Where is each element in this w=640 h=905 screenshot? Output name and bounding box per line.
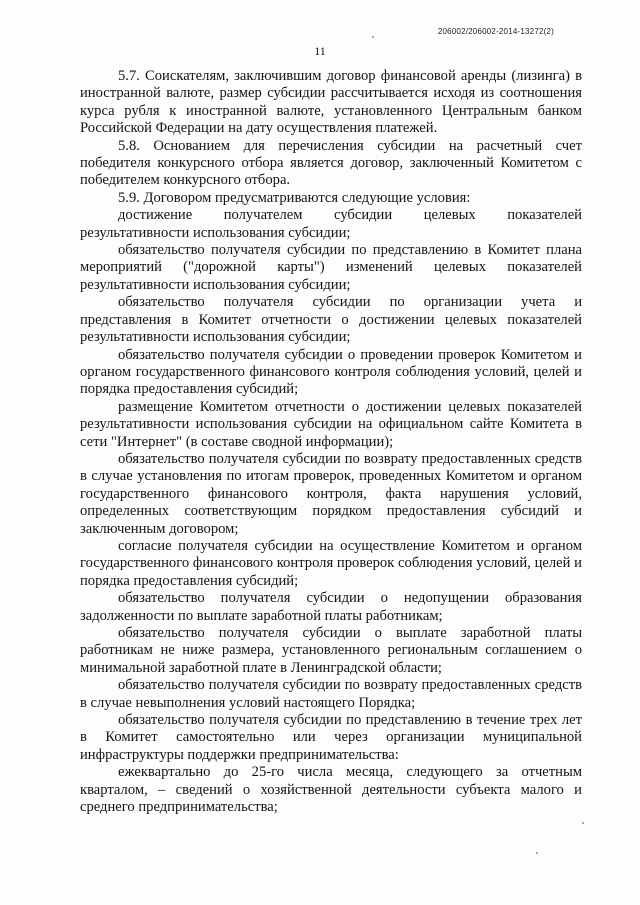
condition-item: согласие получателя субсидии на осуществление Комитетом и органом государственного финансового контроля проверок соблюдения условий, целей и порядка предоставления субсидий;	[80, 537, 582, 589]
document-id: 206002/206002-2014-13272(2)	[437, 27, 554, 36]
condition-item: обязательство получателя субсидии о проведении проверок Комитетом и органом государственного финансового контроля соблюдения условий, целей и порядка предоставления субсидий;	[80, 346, 582, 398]
page-number: 11	[314, 44, 326, 58]
paragraph-5-8: 5.8. Основанием для перечисления субсидии на расчетный счет победителя конкурсного отбора является договор, заключенный Комитетом с победителем конкурсного отбора.	[80, 137, 582, 189]
scan-speck	[536, 852, 538, 854]
document-body	[80, 68, 582, 816]
scan-speck	[582, 822, 584, 824]
condition-item: обязательство получателя субсидии о недопущении образования задолженности по выплате заработной платы работникам;	[80, 590, 582, 624]
condition-item: ежеквартально до 25-го числа месяца, следующего за отчетным кварталом, – сведений о хозяйственной деятельности субъекта малого и среднего предпринимательства;	[80, 764, 582, 816]
condition-item: размещение Комитетом отчетности о достижении целевых показателей результативности использования субсидии на официальном сайте Комитета в сети "Интернет" (в составе сводной информации);	[80, 398, 582, 450]
condition-item: обязательство получателя субсидии о выплате заработной платы работникам не ниже размера, установленного региональным соглашением о минимальной заработной плате в Ленинградской области;	[80, 625, 582, 676]
condition-item: обязательство получателя субсидии по возврату предоставленных средств в случае установления по итогам проверок, проведенных Комитетом и органом государственного финансового контроля, факта нарушения условий, определенных соответствующим порядком предоставления субсидий и заключенным договором;	[80, 450, 582, 537]
condition-item: обязательство получателя субсидии по возврату предоставленных средств в случае невыполнения условий настоящего Порядка;	[80, 677, 582, 711]
condition-item: обязательство получателя субсидии по организации учета и представления в Комитет отчетности о достижении целевых показателей результативности использования субсидии;	[80, 294, 582, 346]
paragraph-5-9: 5.9. Договором предусматриваются следующие условия:	[118, 189, 471, 206]
condition-item: обязательство получателя субсидии по представлению в Комитет плана мероприятий ("дорожной карты") изменений целевых показателей результативности использования субсидии;	[80, 242, 582, 293]
scan-speck	[372, 36, 374, 38]
condition-item: обязательство получателя субсидии по представлению в течение трех лет в Комитет самостоятельно или через организации муниципальной инфраструктуры поддержки предпринимательства:	[80, 712, 582, 763]
condition-item: достижение получателем субсидии целевых показателей результативности использования субсидии;	[80, 207, 582, 241]
paragraph-5-7: 5.7. Соискателям, заключившим договор финансовой аренды (лизинга) в иностранной валюте, размер субсидии рассчитывается исходя из соотношения курса рубля к иностранной валюте, установленного Центральным банком Российской Федерации на дату осуществления платежей.	[80, 68, 582, 137]
